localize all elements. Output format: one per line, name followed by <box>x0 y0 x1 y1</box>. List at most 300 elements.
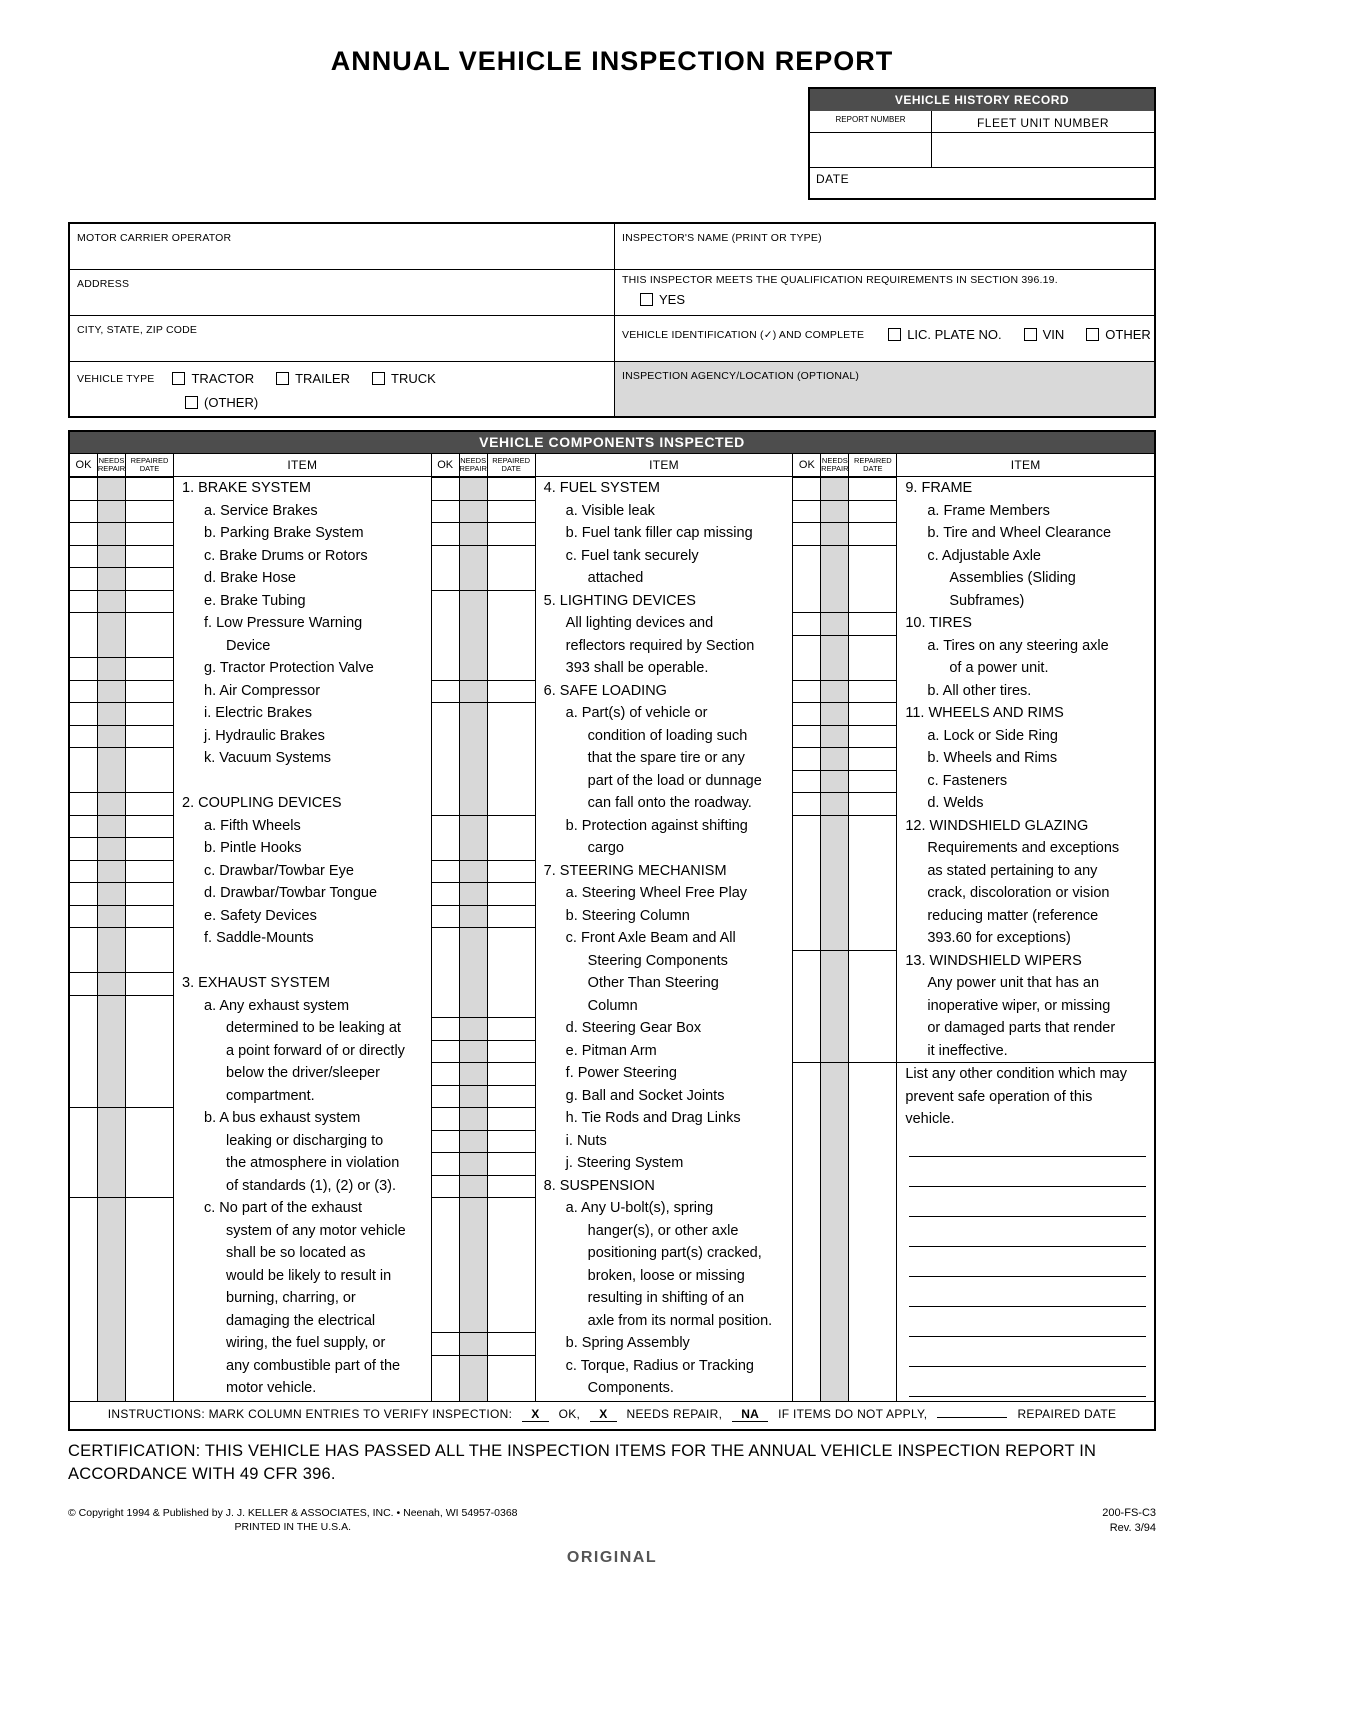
ok-cell[interactable] <box>793 1062 821 1086</box>
repaired-date-cell[interactable] <box>488 815 536 838</box>
repaired-date-cell[interactable] <box>849 747 897 770</box>
needs-repair-cell[interactable] <box>460 1265 488 1288</box>
ok-cell[interactable] <box>70 522 98 545</box>
repaired-date-cell[interactable] <box>126 1265 174 1288</box>
needs-repair-cell[interactable] <box>98 1040 126 1063</box>
write-in-line[interactable] <box>897 1311 1154 1341</box>
repaired-date-cell[interactable] <box>849 522 897 545</box>
needs-repair-cell[interactable] <box>821 590 849 613</box>
blank-line[interactable] <box>909 1246 1146 1247</box>
ok-cell[interactable] <box>432 1152 460 1175</box>
repaired-date-cell[interactable] <box>126 590 174 613</box>
repaired-date-cell[interactable] <box>126 1017 174 1040</box>
needs-repair-cell[interactable] <box>821 1040 849 1063</box>
repaired-date-cell[interactable] <box>488 860 536 883</box>
repaired-date-cell[interactable] <box>126 657 174 680</box>
needs-repair-cell[interactable] <box>460 612 488 635</box>
ok-cell[interactable] <box>793 860 821 883</box>
ok-cell[interactable] <box>793 680 821 703</box>
ok-cell[interactable] <box>70 477 98 500</box>
needs-repair-cell[interactable] <box>460 545 488 568</box>
needs-repair-cell[interactable] <box>460 1197 488 1220</box>
ok-cell[interactable] <box>70 1377 98 1400</box>
repaired-date-cell[interactable] <box>126 927 174 950</box>
repaired-date-cell[interactable] <box>849 950 897 973</box>
ok-cell[interactable] <box>793 837 821 860</box>
ok-cell[interactable] <box>432 1377 460 1400</box>
needs-repair-cell[interactable] <box>460 995 488 1018</box>
ok-cell[interactable] <box>432 1220 460 1243</box>
repaired-date-cell[interactable] <box>849 882 897 905</box>
needs-repair-cell[interactable] <box>98 1152 126 1175</box>
repaired-date-cell[interactable] <box>126 522 174 545</box>
repaired-date-cell[interactable] <box>488 522 536 545</box>
ok-cell[interactable] <box>70 747 98 770</box>
ok-cell[interactable] <box>70 1085 98 1108</box>
repaired-date-cell[interactable] <box>488 1062 536 1085</box>
ok-cell[interactable] <box>432 1197 460 1220</box>
ok-cell[interactable] <box>432 1062 460 1085</box>
repaired-date-cell[interactable] <box>126 702 174 725</box>
ok-cell[interactable] <box>432 1085 460 1108</box>
repaired-date-cell[interactable] <box>126 1130 174 1153</box>
repaired-date-cell[interactable] <box>488 702 536 725</box>
write-in-line[interactable] <box>897 1191 1154 1221</box>
ok-cell[interactable] <box>432 1287 460 1310</box>
ok-cell[interactable] <box>793 927 821 950</box>
needs-repair-cell[interactable] <box>98 567 126 590</box>
ok-cell[interactable] <box>793 567 821 590</box>
ok-cell[interactable] <box>70 927 98 950</box>
ok-cell[interactable] <box>70 1287 98 1310</box>
needs-repair-cell[interactable] <box>460 1107 488 1130</box>
needs-repair-cell[interactable] <box>821 770 849 793</box>
repaired-date-cell[interactable] <box>488 1377 536 1400</box>
needs-repair-cell[interactable] <box>821 657 849 680</box>
ok-cell[interactable] <box>70 612 98 635</box>
needs-repair-cell[interactable] <box>821 1108 849 1131</box>
repaired-date-cell[interactable] <box>488 882 536 905</box>
ok-cell[interactable] <box>432 927 460 950</box>
needs-repair-cell[interactable] <box>460 567 488 590</box>
needs-repair-cell[interactable] <box>98 837 126 860</box>
repaired-date-cell[interactable] <box>488 1040 536 1063</box>
other-type-checkbox[interactable] <box>185 396 198 409</box>
needs-repair-cell[interactable] <box>98 1377 126 1400</box>
needs-repair-cell[interactable] <box>821 927 849 950</box>
ok-cell[interactable] <box>432 725 460 748</box>
blank-line[interactable] <box>909 1156 1146 1157</box>
needs-repair-cell[interactable] <box>460 1220 488 1243</box>
needs-repair-cell[interactable] <box>821 950 849 973</box>
ok-cell[interactable] <box>70 590 98 613</box>
repaired-date-cell[interactable] <box>126 680 174 703</box>
needs-repair-cell[interactable] <box>821 522 849 545</box>
needs-repair-cell[interactable] <box>460 1332 488 1355</box>
ok-cell[interactable] <box>70 1175 98 1198</box>
ok-cell[interactable] <box>432 1017 460 1040</box>
ok-cell[interactable] <box>432 590 460 613</box>
repaired-date-cell[interactable] <box>488 1152 536 1175</box>
needs-repair-cell[interactable] <box>98 1242 126 1265</box>
blank-line[interactable] <box>909 1306 1146 1307</box>
needs-repair-cell[interactable] <box>460 500 488 523</box>
ok-cell[interactable] <box>432 635 460 658</box>
needs-repair-cell[interactable] <box>460 477 488 500</box>
needs-repair-cell[interactable] <box>460 860 488 883</box>
needs-repair-cell[interactable] <box>98 657 126 680</box>
repaired-date-cell[interactable] <box>849 1086 897 1109</box>
ok-cell[interactable] <box>432 612 460 635</box>
write-in-line[interactable] <box>897 1221 1154 1251</box>
ok-cell[interactable] <box>70 567 98 590</box>
ok-cell[interactable] <box>70 1152 98 1175</box>
repaired-date-cell[interactable] <box>488 837 536 860</box>
ok-cell[interactable] <box>70 995 98 1018</box>
ok-cell[interactable] <box>793 702 821 725</box>
needs-repair-cell[interactable] <box>460 657 488 680</box>
ok-cell[interactable] <box>70 882 98 905</box>
repaired-date-cell[interactable] <box>126 972 174 995</box>
ok-cell[interactable] <box>793 500 821 523</box>
ok-cell[interactable] <box>793 815 821 838</box>
repaired-date-cell[interactable] <box>126 567 174 590</box>
needs-repair-cell[interactable] <box>821 567 849 590</box>
needs-repair-cell[interactable] <box>98 747 126 770</box>
other-id-checkbox[interactable] <box>1086 328 1099 341</box>
fleet-unit-field[interactable] <box>932 133 1154 167</box>
ok-cell[interactable] <box>70 905 98 928</box>
repaired-date-cell[interactable] <box>488 1310 536 1333</box>
needs-repair-cell[interactable] <box>821 792 849 815</box>
repaired-date-cell[interactable] <box>126 1040 174 1063</box>
needs-repair-cell[interactable] <box>98 1265 126 1288</box>
ok-cell[interactable] <box>793 1086 821 1109</box>
ok-cell[interactable] <box>432 1175 460 1198</box>
repaired-date-cell[interactable] <box>488 792 536 815</box>
needs-repair-cell[interactable] <box>98 1062 126 1085</box>
city-state-zip-field[interactable] <box>70 316 614 361</box>
ok-cell[interactable] <box>793 747 821 770</box>
ok-cell[interactable] <box>70 860 98 883</box>
needs-repair-cell[interactable] <box>98 702 126 725</box>
ok-cell[interactable] <box>432 882 460 905</box>
needs-repair-cell[interactable] <box>460 1310 488 1333</box>
ok-cell[interactable] <box>70 680 98 703</box>
repaired-date-cell[interactable] <box>849 725 897 748</box>
repaired-date-cell[interactable] <box>126 1332 174 1355</box>
ok-cell[interactable] <box>793 995 821 1018</box>
repaired-date-blank[interactable] <box>937 1407 1007 1418</box>
repaired-date-cell[interactable] <box>849 927 897 950</box>
ok-cell[interactable] <box>432 702 460 725</box>
needs-repair-cell[interactable] <box>98 1085 126 1108</box>
ok-cell[interactable] <box>70 837 98 860</box>
needs-repair-cell[interactable] <box>460 522 488 545</box>
needs-repair-cell[interactable] <box>460 792 488 815</box>
needs-repair-cell[interactable] <box>98 680 126 703</box>
ok-cell[interactable] <box>70 1130 98 1153</box>
needs-repair-cell[interactable] <box>460 1377 488 1400</box>
needs-repair-cell[interactable] <box>821 995 849 1018</box>
ok-cell[interactable] <box>432 1040 460 1063</box>
needs-repair-cell[interactable] <box>821 500 849 523</box>
needs-repair-cell[interactable] <box>460 1017 488 1040</box>
ok-cell[interactable] <box>70 702 98 725</box>
repaired-date-cell[interactable] <box>488 1355 536 1378</box>
needs-repair-cell[interactable] <box>460 927 488 950</box>
needs-repair-cell[interactable] <box>98 1107 126 1130</box>
needs-repair-cell[interactable] <box>98 882 126 905</box>
repaired-date-cell[interactable] <box>126 612 174 635</box>
repaired-date-cell[interactable] <box>488 1130 536 1153</box>
trailer-option[interactable] <box>276 370 350 388</box>
needs-repair-cell[interactable] <box>460 725 488 748</box>
ok-cell[interactable] <box>793 522 821 545</box>
lic-plate-option[interactable] <box>888 326 1001 344</box>
ok-cell[interactable] <box>432 972 460 995</box>
needs-repair-cell[interactable] <box>821 725 849 748</box>
needs-repair-cell[interactable] <box>821 612 849 635</box>
needs-repair-cell[interactable] <box>821 905 849 928</box>
repaired-date-cell[interactable] <box>488 995 536 1018</box>
needs-repair-cell[interactable] <box>98 590 126 613</box>
needs-repair-cell[interactable] <box>821 837 849 860</box>
ok-cell[interactable] <box>70 657 98 680</box>
write-in-line[interactable] <box>897 1341 1154 1371</box>
repaired-date-cell[interactable] <box>849 680 897 703</box>
repaired-date-cell[interactable] <box>488 1085 536 1108</box>
needs-repair-cell[interactable] <box>98 1310 126 1333</box>
blank-line[interactable] <box>909 1216 1146 1217</box>
needs-repair-cell[interactable] <box>821 815 849 838</box>
date-field[interactable] <box>810 167 1154 198</box>
repaired-date-cell[interactable] <box>849 995 897 1018</box>
repaired-date-cell[interactable] <box>849 590 897 613</box>
ok-cell[interactable] <box>70 792 98 815</box>
repaired-date-cell[interactable] <box>126 815 174 838</box>
repaired-date-cell[interactable] <box>126 1197 174 1220</box>
needs-repair-cell[interactable] <box>98 1197 126 1220</box>
inspection-agency-field[interactable] <box>614 362 1154 416</box>
ok-cell[interactable] <box>70 1355 98 1378</box>
repaired-date-cell[interactable] <box>126 500 174 523</box>
repaired-date-cell[interactable] <box>126 1107 174 1130</box>
needs-repair-cell[interactable] <box>98 995 126 1018</box>
needs-repair-cell[interactable] <box>460 1242 488 1265</box>
ok-cell[interactable] <box>793 792 821 815</box>
needs-repair-cell[interactable] <box>460 972 488 995</box>
repaired-date-cell[interactable] <box>488 500 536 523</box>
repaired-date-cell[interactable] <box>488 1107 536 1130</box>
ok-cell[interactable] <box>70 1332 98 1355</box>
repaired-date-cell[interactable] <box>849 1062 897 1086</box>
other-type-option[interactable] <box>185 394 607 412</box>
needs-repair-cell[interactable] <box>821 635 849 658</box>
repaired-date-cell[interactable] <box>849 972 897 995</box>
needs-repair-cell[interactable] <box>821 747 849 770</box>
needs-repair-cell[interactable] <box>98 905 126 928</box>
repaired-date-cell[interactable] <box>488 590 536 613</box>
needs-repair-cell[interactable] <box>821 702 849 725</box>
ok-cell[interactable] <box>432 680 460 703</box>
repaired-date-cell[interactable] <box>488 770 536 793</box>
ok-cell[interactable] <box>432 1265 460 1288</box>
ok-cell[interactable] <box>70 815 98 838</box>
repaired-date-cell[interactable] <box>126 1062 174 1085</box>
repaired-date-cell[interactable] <box>126 1310 174 1333</box>
ok-cell[interactable] <box>432 567 460 590</box>
ok-cell[interactable] <box>432 1107 460 1130</box>
needs-repair-cell[interactable] <box>821 860 849 883</box>
ok-cell[interactable] <box>70 500 98 523</box>
ok-cell[interactable] <box>70 1265 98 1288</box>
repaired-date-cell[interactable] <box>488 747 536 770</box>
repaired-date-cell[interactable] <box>849 567 897 590</box>
repaired-date-cell[interactable] <box>849 702 897 725</box>
repaired-date-cell[interactable] <box>126 1220 174 1243</box>
ok-cell[interactable] <box>793 612 821 635</box>
needs-repair-cell[interactable] <box>821 477 849 500</box>
needs-repair-cell[interactable] <box>460 702 488 725</box>
ok-cell[interactable] <box>70 1017 98 1040</box>
ok-cell[interactable] <box>432 545 460 568</box>
needs-repair-cell[interactable] <box>98 972 126 995</box>
write-in-line[interactable] <box>897 1281 1154 1311</box>
repaired-date-cell[interactable] <box>126 1085 174 1108</box>
ok-cell[interactable] <box>70 1197 98 1220</box>
repaired-date-cell[interactable] <box>126 882 174 905</box>
needs-repair-cell[interactable] <box>98 1220 126 1243</box>
repaired-date-cell[interactable] <box>488 972 536 995</box>
tractor-checkbox[interactable] <box>172 372 185 385</box>
report-number-field[interactable] <box>810 133 932 167</box>
repaired-date-cell[interactable] <box>488 1017 536 1040</box>
repaired-date-cell[interactable] <box>849 792 897 815</box>
needs-repair-cell[interactable] <box>460 1040 488 1063</box>
vin-checkbox[interactable] <box>1024 328 1037 341</box>
needs-repair-cell[interactable] <box>98 635 126 658</box>
ok-cell[interactable] <box>793 905 821 928</box>
ok-cell[interactable] <box>432 500 460 523</box>
blank-line[interactable] <box>909 1276 1146 1277</box>
ok-cell[interactable] <box>432 860 460 883</box>
repaired-date-cell[interactable] <box>488 545 536 568</box>
needs-repair-cell[interactable] <box>460 1152 488 1175</box>
needs-repair-cell[interactable] <box>98 1332 126 1355</box>
needs-repair-cell[interactable] <box>98 1130 126 1153</box>
needs-repair-cell[interactable] <box>460 747 488 770</box>
needs-repair-cell[interactable] <box>460 1355 488 1378</box>
ok-cell[interactable] <box>432 995 460 1018</box>
repaired-date-cell[interactable] <box>126 545 174 568</box>
needs-repair-cell[interactable] <box>821 882 849 905</box>
needs-repair-cell[interactable] <box>460 590 488 613</box>
repaired-date-cell[interactable] <box>488 1175 536 1198</box>
repaired-date-cell[interactable] <box>126 635 174 658</box>
ok-cell[interactable] <box>432 747 460 770</box>
repaired-date-cell[interactable] <box>126 792 174 815</box>
repaired-date-cell[interactable] <box>126 860 174 883</box>
needs-repair-cell[interactable] <box>821 1062 849 1086</box>
tractor-option[interactable] <box>172 370 254 388</box>
repaired-date-cell[interactable] <box>849 500 897 523</box>
ok-cell[interactable] <box>793 635 821 658</box>
needs-repair-cell[interactable] <box>98 500 126 523</box>
repaired-date-cell[interactable] <box>126 725 174 748</box>
ok-cell[interactable] <box>432 770 460 793</box>
needs-repair-cell[interactable] <box>460 882 488 905</box>
needs-repair-cell[interactable] <box>821 972 849 995</box>
repaired-date-cell[interactable] <box>126 1152 174 1175</box>
repaired-date-cell[interactable] <box>488 477 536 500</box>
ok-cell[interactable] <box>432 837 460 860</box>
ok-cell[interactable] <box>793 882 821 905</box>
trailer-checkbox[interactable] <box>276 372 289 385</box>
repaired-date-cell[interactable] <box>488 567 536 590</box>
needs-repair-cell[interactable] <box>460 1175 488 1198</box>
ok-cell[interactable] <box>70 725 98 748</box>
write-in-line[interactable] <box>897 1161 1154 1191</box>
ok-cell[interactable] <box>432 815 460 838</box>
ok-cell[interactable] <box>432 1242 460 1265</box>
yes-option[interactable] <box>640 291 1147 309</box>
repaired-date-cell[interactable] <box>849 477 897 500</box>
repaired-date-cell[interactable] <box>849 635 897 658</box>
needs-repair-cell[interactable] <box>821 545 849 568</box>
needs-repair-cell[interactable] <box>98 815 126 838</box>
needs-repair-cell[interactable] <box>460 1085 488 1108</box>
vin-option[interactable] <box>1024 326 1065 344</box>
needs-repair-cell[interactable] <box>460 950 488 973</box>
ok-cell[interactable] <box>793 477 821 500</box>
needs-repair-cell[interactable] <box>460 1287 488 1310</box>
needs-repair-cell[interactable] <box>821 680 849 703</box>
ok-cell[interactable] <box>70 972 98 995</box>
needs-repair-cell[interactable] <box>98 1355 126 1378</box>
repaired-date-cell[interactable] <box>849 657 897 680</box>
needs-repair-cell[interactable] <box>460 1130 488 1153</box>
repaired-date-cell[interactable] <box>126 995 174 1018</box>
needs-repair-cell[interactable] <box>98 1287 126 1310</box>
other-id-option[interactable] <box>1086 326 1151 344</box>
ok-cell[interactable] <box>793 545 821 568</box>
truck-option[interactable] <box>372 370 436 388</box>
ok-cell[interactable] <box>793 950 821 973</box>
ok-cell[interactable] <box>793 1040 821 1063</box>
write-in-line[interactable] <box>897 1131 1154 1161</box>
inspector-name-field[interactable] <box>614 224 1154 269</box>
ok-cell[interactable] <box>70 1040 98 1063</box>
ok-cell[interactable] <box>793 1108 821 1131</box>
repaired-date-cell[interactable] <box>488 927 536 950</box>
ok-cell[interactable] <box>432 522 460 545</box>
repaired-date-cell[interactable] <box>488 950 536 973</box>
ok-cell[interactable] <box>70 1242 98 1265</box>
repaired-date-cell[interactable] <box>488 680 536 703</box>
ok-cell[interactable] <box>432 905 460 928</box>
needs-repair-cell[interactable] <box>98 1017 126 1040</box>
needs-repair-cell[interactable] <box>98 545 126 568</box>
repaired-date-cell[interactable] <box>488 905 536 928</box>
ok-cell[interactable] <box>70 1310 98 1333</box>
repaired-date-cell[interactable] <box>126 1287 174 1310</box>
ok-cell[interactable] <box>70 1107 98 1130</box>
ok-cell[interactable] <box>70 635 98 658</box>
ok-cell[interactable] <box>793 1017 821 1040</box>
needs-repair-cell[interactable] <box>98 927 126 950</box>
repaired-date-cell[interactable] <box>488 1197 536 1220</box>
